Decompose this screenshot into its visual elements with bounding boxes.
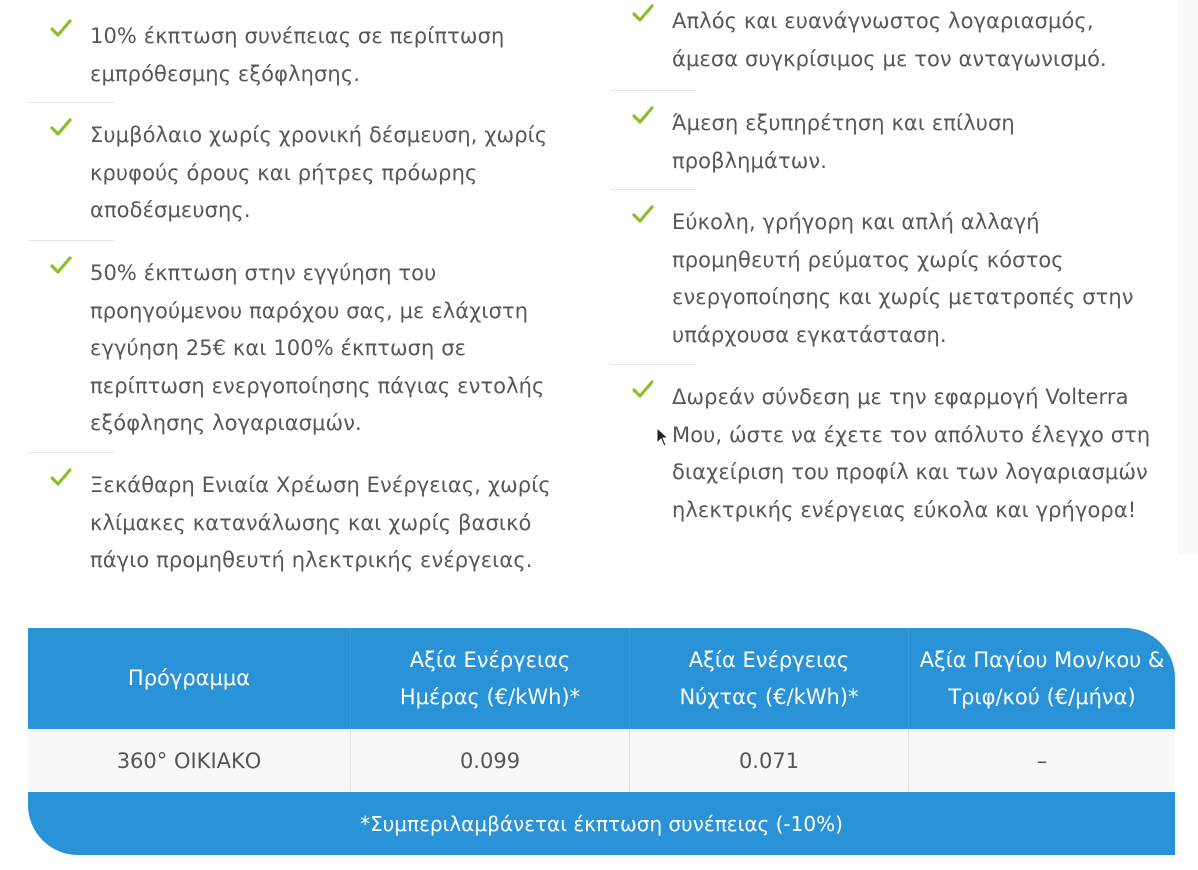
feature-text: 50% έκπτωση στην εγγύηση του προηγούμενου παρόχου σας, με ελάχιστη εγγύηση 25€ και 100% έκπτωση σε περίπτωση ενεργοποίησης πάγιας εντολής εξόφλησης λογαριασμών.: [90, 261, 545, 435]
divider: [610, 90, 696, 91]
table-header-cell: Αξία Παγίου Μον/κου & Τριφ/κού (€/μήνα): [919, 647, 1165, 709]
checkmark-icon: [50, 467, 72, 489]
pricing-table: [28, 628, 1175, 855]
table-header-cell: Αξία Ενέργειας Ημέρας (€/kWh)*: [399, 647, 581, 709]
divider: [28, 452, 114, 453]
table-footnote: *Συμπεριλαμβάνεται έκπτωση συνέπειας (-10%): [28, 792, 1175, 855]
checkmark-icon: [632, 105, 654, 127]
checkmark-icon: [50, 255, 72, 277]
table-cell-night-price: 0.071: [738, 748, 800, 773]
table-header-row: [28, 628, 1175, 729]
divider: [610, 364, 696, 365]
scrollbar-track[interactable]: [1178, 0, 1198, 555]
checkmark-icon: [632, 204, 654, 226]
checkmark-icon: [50, 18, 72, 40]
table-cell-fixed-charge: –: [1036, 748, 1048, 773]
table-cell-day-price: 0.099: [459, 748, 521, 773]
divider: [28, 102, 114, 103]
table-header-cell: Αξία Ενέργειας Νύχτας (€/kWh)*: [679, 647, 859, 709]
checkmark-icon: [50, 117, 72, 139]
feature-text: Εύκολη, γρήγορη και απλή αλλαγή προμηθευτή ρεύματος χωρίς κόστος ενεργοποίησης και χωρίς μετατροπές στην υπάρχουσα εγκατάσταση.: [672, 210, 1134, 347]
mouse-cursor-icon: [656, 427, 670, 447]
feature-text: Απλός και ευανάγνωστος λογαριασμός, άμεσα συγκρίσιμος με τον ανταγωνισμό.: [672, 9, 1107, 71]
table-cell-program: 360° ΟΙΚΙΑΚΟ: [116, 748, 262, 773]
feature-text: 10% έκπτωση συνέπειας σε περίπτωση εμπρόθεσμης εξόφλησης.: [90, 24, 505, 86]
feature-text: Ξεκάθαρη Ενιαία Χρέωση Ενέργειας, χωρίς κλίμακες κατανάλωσης και χωρίς βασικό πάγιο προμηθευτή ηλεκτρικής ενέργειας.: [90, 473, 551, 572]
feature-text: Συμβόλαιο χωρίς χρονική δέσμευση, χωρίς κρυφούς όρους και ρήτρες πρόωρης αποδέσμευσης.: [90, 123, 548, 222]
divider: [28, 240, 114, 241]
feature-text: Δωρεάν σύνδεση με την εφαρμογή Volterra Μου, ώστε να έχετε τον απόλυτο έλεγχο στη διαχείριση του προφίλ και των λογαριασμών ηλεκτρικής ενέργειας εύκολα και γρήγορα!: [672, 385, 1151, 522]
feature-text: Άμεση εξυπηρέτηση και επίλυση προβλημάτων.: [672, 111, 1015, 173]
checkmark-icon: [632, 3, 654, 25]
divider: [610, 189, 696, 190]
table-row: [28, 729, 1175, 792]
checkmark-icon: [632, 379, 654, 401]
table-header-cell: Πρόγραμμα: [127, 666, 251, 690]
